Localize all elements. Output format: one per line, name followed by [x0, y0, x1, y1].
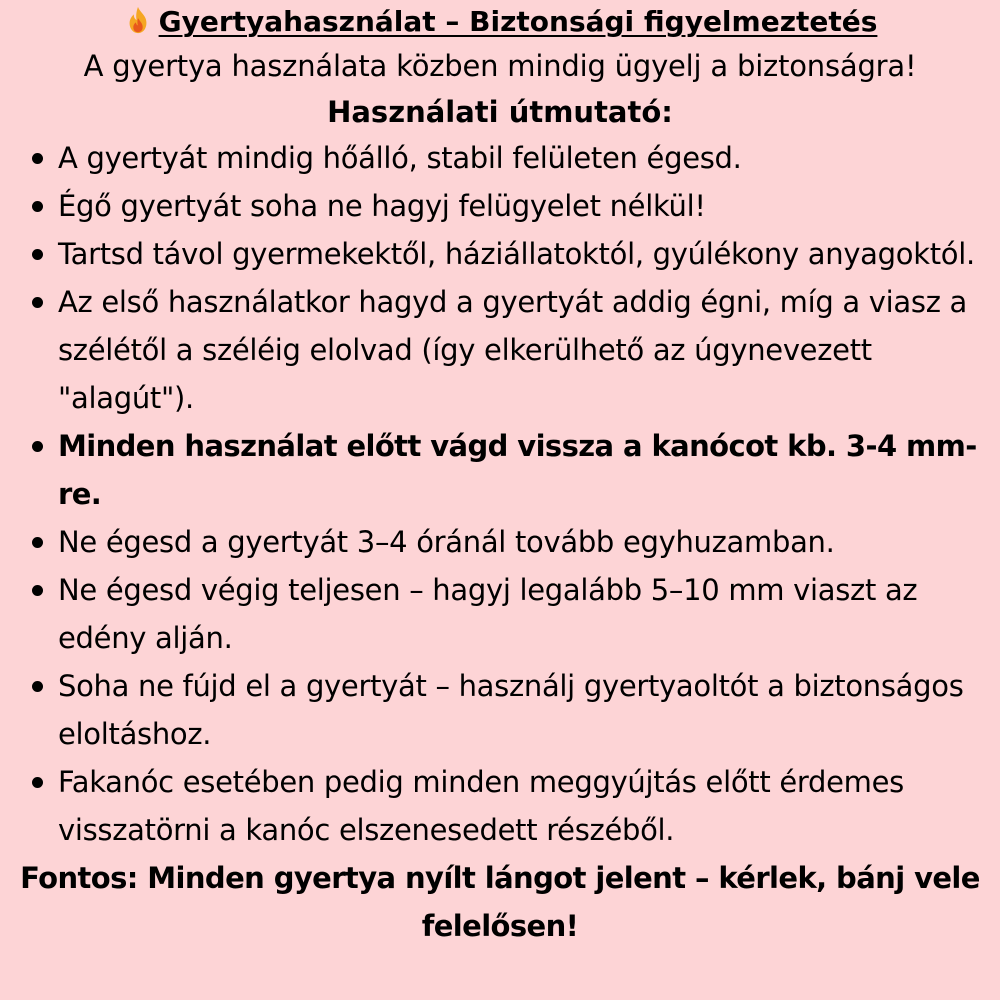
list-item: Fakanóc esetében pedig minden meggyújtás előtt érdemes visszatörni a kanóc elszenesedett részéből.	[14, 758, 986, 854]
list-item: Az első használatkor hagyd a gyertyát addig égni, míg a viasz a szélétől a széléig elolvad (így elkerülhető az úgynevezett "alagút").	[14, 278, 986, 422]
page-title	[14, 2, 986, 42]
title-text: Gyertyahasználat – Biztonsági figyelmeztetés	[158, 5, 878, 38]
guide-heading: Használati útmutató:	[327, 95, 673, 129]
list-item: Soha ne fújd el a gyertyát – használj gyertyaoltót a biztonságos eloltáshoz.	[14, 662, 986, 758]
list-item: Égő gyertyát soha ne hagyj felügyelet nélkül!	[14, 182, 986, 230]
list-item: Ne égesd végig teljesen – hagyj legalább 5–10 mm viaszt az edény alján.	[14, 566, 986, 662]
list-item: Minden használat előtt vágd vissza a kanócot kb. 3-4 mm-re.	[14, 422, 986, 518]
guide-list	[14, 134, 986, 854]
important-note: Fontos: Minden gyertya nyílt lángot jelent – kérlek, bánj vele felelősen!	[20, 861, 980, 943]
list-item: A gyertyát mindig hőálló, stabil felületen égesd.	[14, 134, 986, 182]
list-item: Ne égesd a gyertyát 3–4 óránál tovább egyhuzamban.	[14, 518, 986, 566]
subtitle: A gyertya használata közben mindig ügyelj a biztonságra!	[83, 49, 917, 83]
fire-icon	[123, 5, 153, 35]
list-item: Tartsd távol gyermekektől, háziállatoktól, gyúlékony anyagoktól.	[14, 230, 986, 278]
